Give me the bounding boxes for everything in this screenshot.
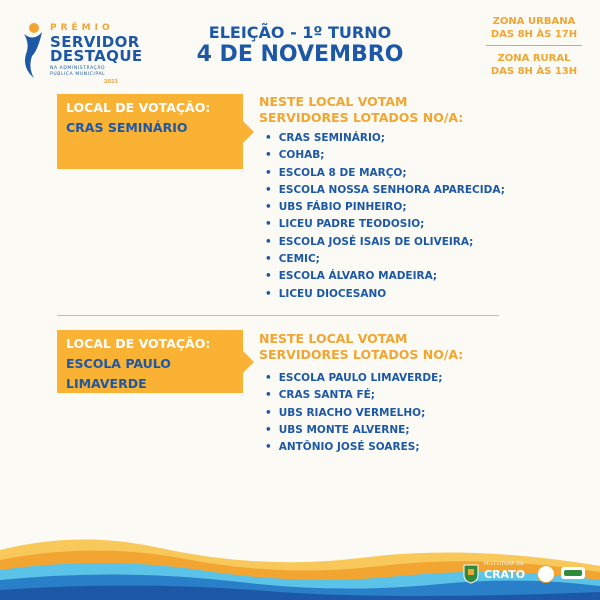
logo-sub2: PÚBLICA MUNICIPAL <box>50 72 106 77</box>
seal-icon <box>537 565 555 583</box>
rural-zone <box>478 52 590 78</box>
list-item: • COHAB; <box>265 147 505 164</box>
section-heading-2: NESTE LOCAL VOTAM SERVIDORES LOTADOS NO/A: <box>259 331 464 362</box>
city-crest-icon <box>462 562 480 584</box>
servers-list-2 <box>265 370 442 456</box>
list-item: • LICEU DIOCESANO <box>265 286 505 303</box>
logo-sub1: NA ADMINISTRAÇÃO <box>50 66 106 71</box>
servers-list-1 <box>265 130 505 303</box>
location-box-1 <box>57 94 243 169</box>
location-label: LOCAL DE VOTAÇÃO: <box>66 336 211 351</box>
footer-prefeitura: PREFEITURA DO <box>484 562 524 567</box>
logo-line1: SERVIDOR <box>50 33 140 51</box>
election-date: 4 DE NOVEMBRO <box>196 42 404 67</box>
list-item: • CRAS SEMINÁRIO; <box>265 130 505 147</box>
location-name: CRAS SEMINÁRIO <box>66 120 188 135</box>
list-item: • UBS FÁBIO PINHEIRO; <box>265 199 505 216</box>
election-title: ELEIÇÃO - 1º TURNO <box>208 23 392 42</box>
section-heading-1: NESTE LOCAL VOTAM SERVIDORES LOTADOS NO/A: <box>259 94 464 125</box>
section-divider <box>57 315 499 316</box>
person-figure-icon <box>20 20 44 80</box>
urban-zone-hours: DAS 8H ÀS 17H <box>490 29 578 40</box>
list-item: • CRAS SANTA FÉ; <box>265 387 442 404</box>
footer-city: CRATO <box>484 568 526 581</box>
list-item: • CEMIC; <box>265 251 505 268</box>
list-item: • ESCOLA 8 DE MARÇO; <box>265 165 505 182</box>
partner-logo-icon <box>560 565 586 581</box>
list-item: • ESCOLA PAULO LIMAVERDE; <box>265 370 442 387</box>
list-item: • UBS MONTE ALVERNE; <box>265 422 442 439</box>
premio-logo <box>20 16 143 86</box>
footer-logos <box>462 560 592 588</box>
logo-year: 2023 <box>104 79 118 85</box>
zone-divider <box>486 45 582 46</box>
list-item: • LICEU PADRE TEODOSIO; <box>265 216 505 233</box>
rural-zone-hours: DAS 8H ÀS 13H <box>490 66 578 77</box>
location-box-2 <box>57 330 243 393</box>
list-item: • UBS RIACHO VERMELHO; <box>265 405 442 422</box>
list-item: • ESCOLA ÁLVARO MADEIRA; <box>265 268 505 285</box>
urban-zone <box>478 15 590 41</box>
location-label: LOCAL DE VOTAÇÃO: <box>66 100 211 115</box>
logo-premio: PRÊMIO <box>50 23 114 33</box>
urban-zone-name: ZONA URBANA <box>492 16 576 27</box>
list-item: • ANTÔNIO JOSÉ SOARES; <box>265 439 442 456</box>
list-item: • ESCOLA NOSSA SENHORA APARECIDA; <box>265 182 505 199</box>
location-name: ESCOLA PAULO LIMAVERDE <box>66 356 171 391</box>
logo-line2: DESTAQUE <box>50 47 143 65</box>
list-item: • ESCOLA JOSÉ ISAIS DE OLIVEIRA; <box>265 234 505 251</box>
rural-zone-name: ZONA RURAL <box>497 53 571 64</box>
